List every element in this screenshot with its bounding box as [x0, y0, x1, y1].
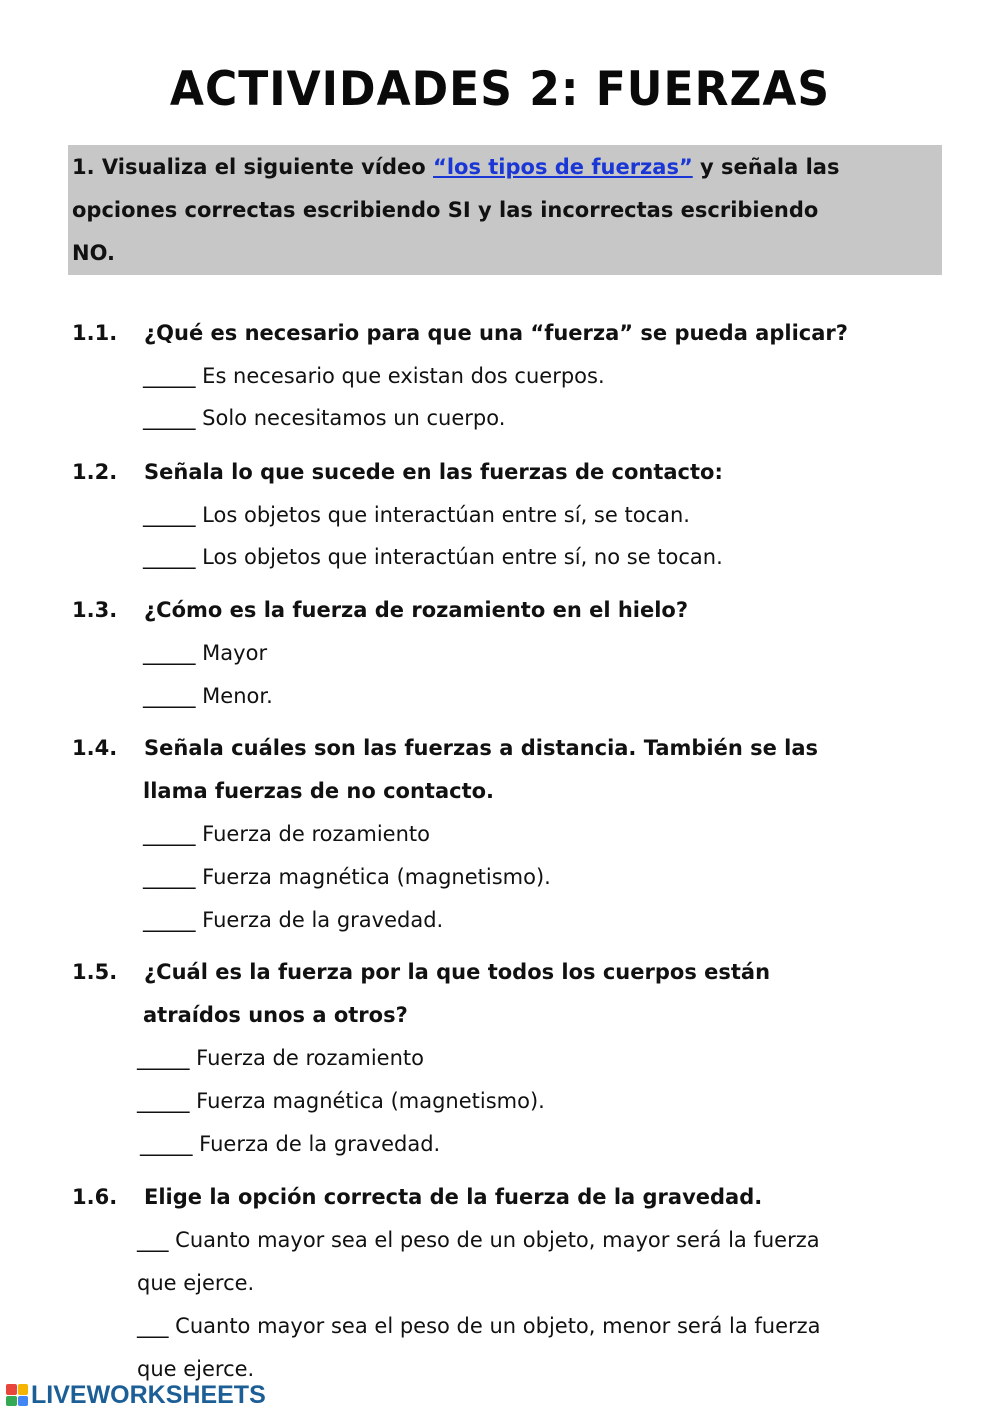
option-1-4-b[interactable]: _____ Fuerza magnética (magnetismo). — [143, 865, 551, 889]
question-text: ¿Cuál es la fuerza por la que todos los cuerpos están — [144, 960, 771, 984]
option-1-6-a-continued: que ejerce. — [137, 1271, 255, 1295]
option-1-2-b[interactable]: _____ Los objetos que interactúan entre sí, no se tocan. — [143, 545, 723, 569]
option-1-5-b[interactable]: _____ Fuerza magnética (magnetismo). — [137, 1089, 545, 1113]
question-number: 1.2. — [72, 460, 118, 484]
option-1-5-a[interactable]: _____ Fuerza de rozamiento — [137, 1046, 424, 1070]
option-1-3-b[interactable]: _____ Menor. — [143, 684, 273, 708]
question-number: 1.6. — [72, 1185, 118, 1209]
option-1-4-c[interactable]: _____ Fuerza de la gravedad. — [143, 908, 444, 932]
question-1-4-continued: llama fuerzas de no contacto. — [143, 779, 495, 803]
question-1-5-continued: atraídos unos a otros? — [143, 1003, 408, 1027]
question-number: 1.5. — [72, 960, 118, 984]
option-1-4-a[interactable]: _____ Fuerza de rozamiento — [143, 822, 430, 846]
instruction-text-line3: NO. — [72, 241, 115, 265]
option-1-1-a[interactable]: _____ Es necesario que existan dos cuerpos. — [143, 364, 605, 388]
question-text: ¿Qué es necesario para que una “fuerza” se pueda aplicar? — [144, 321, 848, 345]
question-text: Señala lo que sucede en las fuerzas de contacto: — [144, 460, 723, 484]
option-1-2-a[interactable]: _____ Los objetos que interactúan entre sí, se tocan. — [143, 503, 690, 527]
option-1-6-a[interactable]: ___ Cuanto mayor sea el peso de un objeto, mayor será la fuerza — [137, 1228, 820, 1252]
instruction-text-line1-end: y señala las — [692, 155, 840, 179]
video-link[interactable]: “los tipos de fuerzas” — [433, 155, 693, 179]
instruction-text-line2: opciones correctas escribiendo SI y las incorrectas escribiendo — [72, 198, 819, 222]
liveworksheets-icon — [6, 1384, 28, 1406]
instruction-box — [68, 145, 942, 275]
question-number: 1.1. — [72, 321, 118, 345]
option-1-3-a[interactable]: _____ Mayor — [143, 641, 268, 665]
page-title: ACTIVIDADES 2: FUERZAS — [169, 61, 831, 118]
option-1-6-b-continued: que ejerce. — [137, 1357, 255, 1381]
brand-name: LIVEWORKSHEETS — [31, 1380, 266, 1409]
question-text: Elige la opción correcta de la fuerza de la gravedad. — [144, 1185, 763, 1209]
option-1-5-c[interactable]: _____ Fuerza de la gravedad. — [140, 1132, 441, 1156]
option-1-1-b[interactable]: _____ Solo necesitamos un cuerpo. — [143, 406, 506, 430]
question-1-5 — [72, 951, 770, 994]
question-1-6 — [72, 1176, 762, 1219]
question-1-4 — [72, 727, 818, 770]
question-number: 1.3. — [72, 598, 118, 622]
question-1-3 — [72, 589, 688, 632]
liveworksheets-logo — [6, 1380, 266, 1410]
question-text: ¿Cómo es la fuerza de rozamiento en el hielo? — [144, 598, 689, 622]
question-1-1 — [72, 312, 848, 355]
instruction-text-start: 1. Visualiza el siguiente vídeo — [72, 155, 434, 179]
question-number: 1.4. — [72, 736, 118, 760]
question-text: Señala cuáles son las fuerzas a distancia. También se las — [144, 736, 819, 760]
question-1-2 — [72, 451, 723, 494]
option-1-6-b[interactable]: ___ Cuanto mayor sea el peso de un objeto, menor será la fuerza — [137, 1314, 821, 1338]
